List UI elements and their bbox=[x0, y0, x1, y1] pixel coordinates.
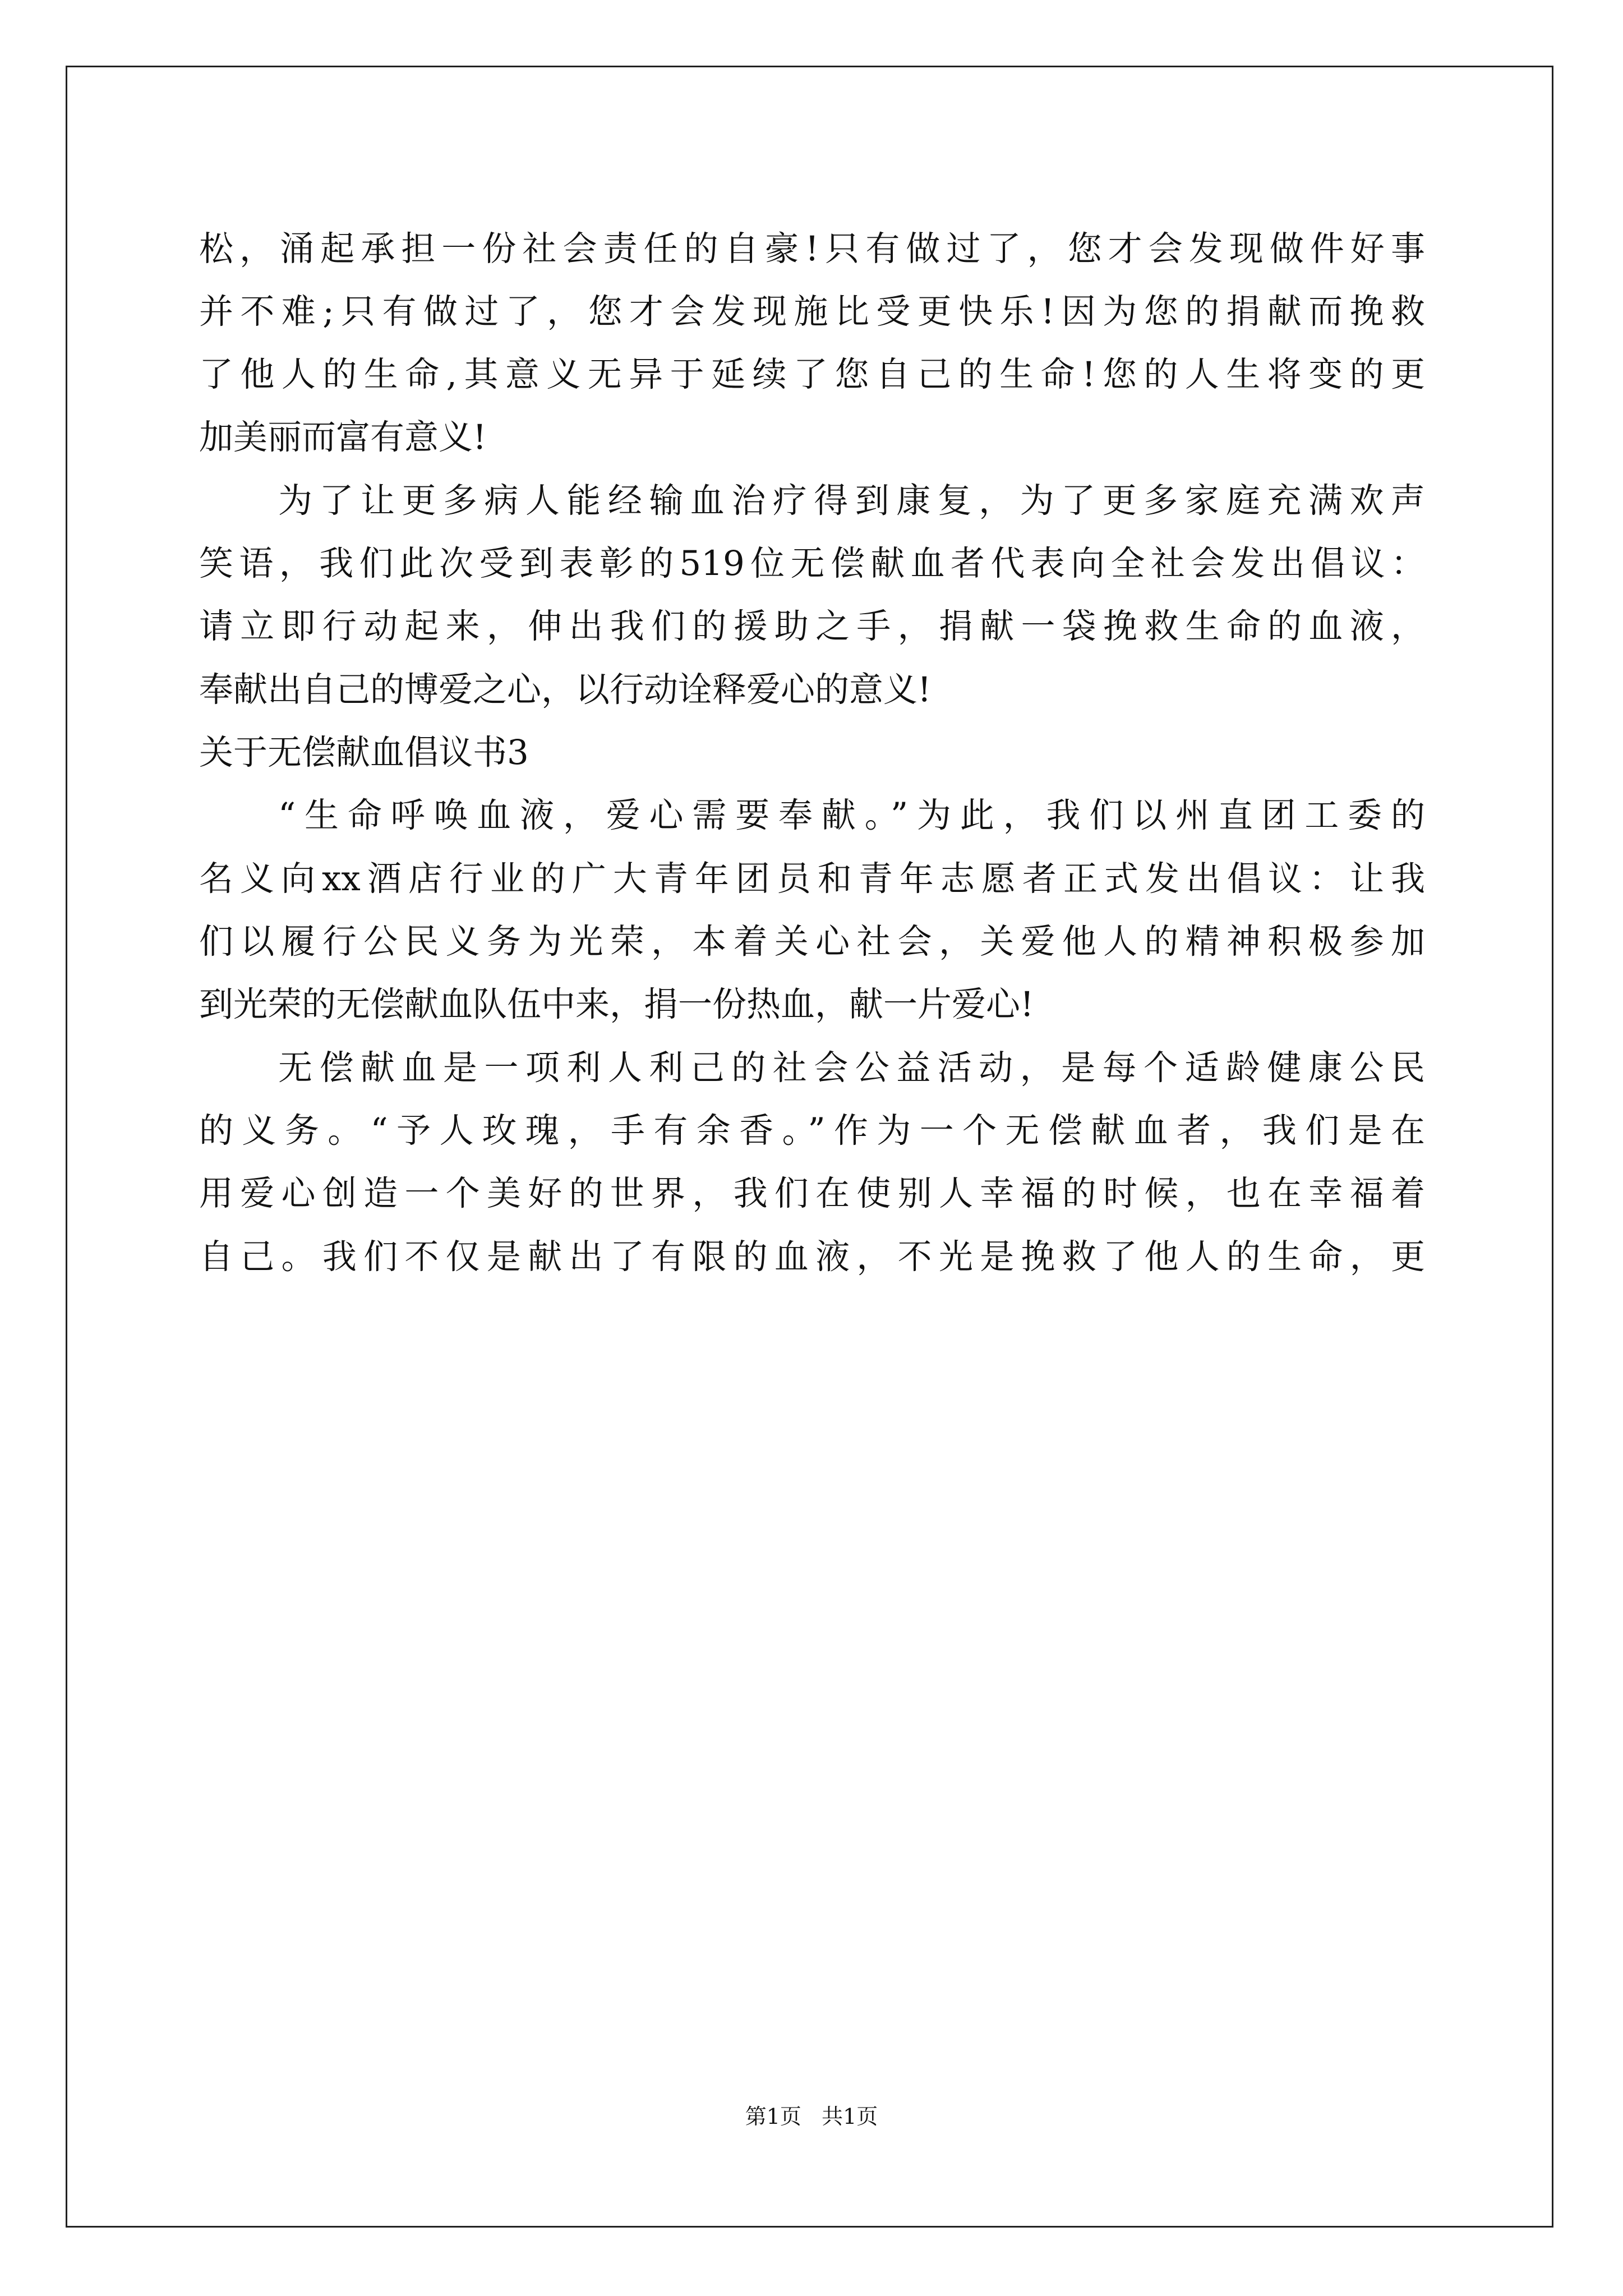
text-line: 名义向xx酒店行业的广大青年团员和青年志愿者正式发出倡议：让我 bbox=[199, 859, 1425, 899]
text-line: 们以履行公民义务为光荣，本着关心社会，关爱他人的精神积极参加 bbox=[199, 922, 1425, 961]
text-line: 松，涌起承担一份社会责任的自豪!只有做过了，您才会发现做件好事 bbox=[199, 229, 1425, 269]
text-line: 笑语，我们此次受到表彰的519位无偿献血者代表向全社会发出倡议： bbox=[199, 544, 1425, 583]
text-line: 用爱心创造一个美好的世界，我们在使别人幸福的时候，也在幸福着 bbox=[199, 1174, 1425, 1213]
text-line: 并不难;只有做过了，您才会发现施比受更快乐!因为您的捐献而挽救 bbox=[199, 292, 1425, 332]
text-line: 奉献出自己的博爱之心，以行动诠释爱心的意义! bbox=[199, 670, 932, 710]
text-line: 的义务。“予人玫瑰，手有余香。”作为一个无偿献血者，我们是在 bbox=[199, 1111, 1425, 1151]
text-line: 加美丽而富有意义! bbox=[199, 417, 487, 457]
page-footer: 第1页 共1页 bbox=[745, 2104, 878, 2129]
text-line: “生命呼唤血液，爱心需要奉献。”为此，我们以州直团工委的 bbox=[278, 795, 1425, 835]
section-heading: 关于无偿献血倡议书3 bbox=[199, 733, 529, 772]
text-line: 请立即行动起来，伸出我们的援助之手，捐献一袋挽救生命的血液， bbox=[199, 606, 1425, 646]
text-line: 为了让更多病人能经输血治疗得到康复，为了更多家庭充满欢声 bbox=[278, 481, 1425, 521]
text-line: 了他人的生命,其意义无异于延续了您自己的生命!您的人生将变的更 bbox=[199, 355, 1425, 394]
text-line: 无偿献血是一项利人利己的社会公益活动，是每个适龄健康公民 bbox=[278, 1048, 1425, 1088]
text-line: 自己。我们不仅是献出了有限的血液，不光是挽救了他人的生命，更 bbox=[199, 1237, 1425, 1277]
text-line: 到光荣的无偿献血队伍中来，捐一份热血，献一片爱心! bbox=[199, 984, 1034, 1024]
